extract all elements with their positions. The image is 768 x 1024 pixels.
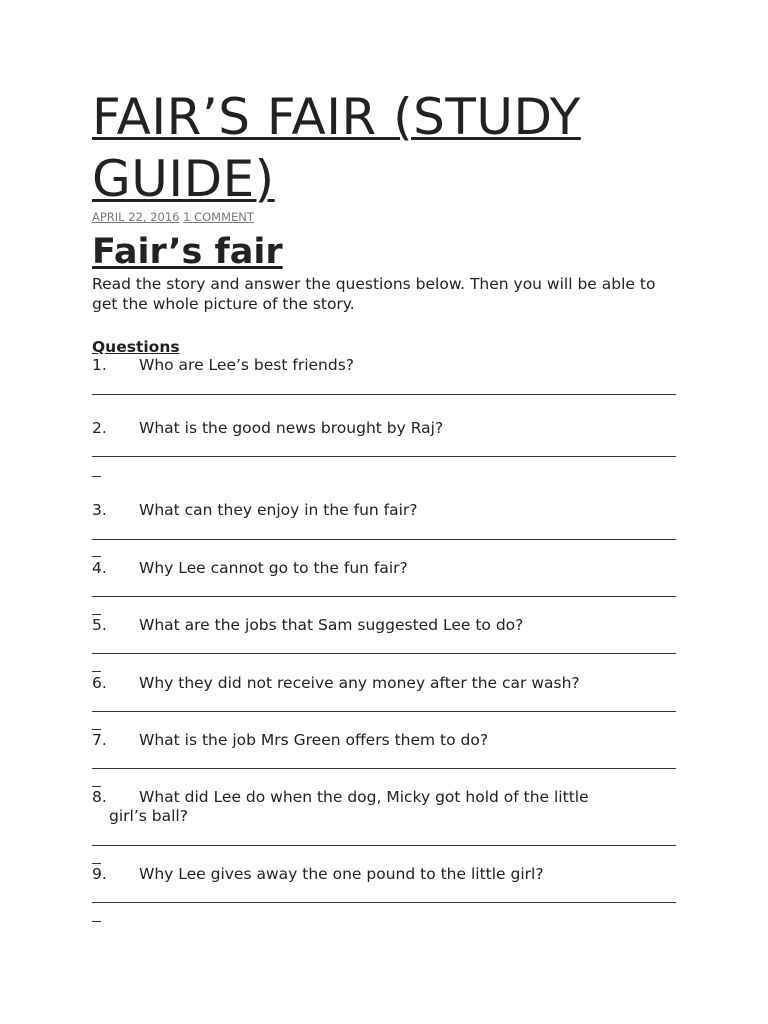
question-text: Why they did not receive any money after the car wash? [139, 674, 580, 692]
question-text: What are the jobs that Sam suggested Lee to do? [139, 616, 524, 634]
question-number: 1. [92, 356, 107, 374]
question-number: 7. [92, 731, 107, 749]
answer-line-overflow [92, 863, 101, 864]
question-item [92, 731, 676, 750]
answer-line-overflow [92, 671, 101, 672]
question-item [92, 788, 676, 826]
answer-line [92, 768, 676, 769]
answer-line [92, 596, 676, 597]
question-number: 5. [92, 616, 107, 634]
answer-line-overflow [92, 729, 101, 730]
questions-heading: Questions [92, 338, 180, 356]
answer-line [92, 539, 676, 540]
question-number: 2. [92, 419, 107, 437]
question-number: 4. [92, 559, 107, 577]
question-text: Why Lee gives away the one pound to the little girl? [139, 865, 544, 883]
question-item [92, 674, 676, 693]
question-text: What did Lee do when the dog, Micky got hold of the little [139, 788, 589, 806]
question-text: What is the job Mrs Green offers them to do? [139, 731, 489, 749]
page-title: FAIR’S FAIR (STUDY GUIDE) [92, 88, 581, 208]
document-page [92, 0, 676, 1024]
question-number: 6. [92, 674, 107, 692]
question-text: What can they enjoy in the fun fair? [139, 501, 418, 519]
question-text-continued: girl’s ball? [109, 807, 188, 825]
question-item [92, 501, 676, 520]
answer-line [92, 902, 676, 903]
answer-line-overflow [92, 476, 101, 477]
section-heading: Fair’s fair [92, 232, 283, 272]
answer-line [92, 456, 676, 457]
question-number: 3. [92, 501, 107, 519]
question-item [92, 616, 676, 635]
question-text: What is the good news brought by Raj? [139, 419, 444, 437]
answer-line-overflow [92, 556, 101, 557]
answer-line-overflow [92, 786, 101, 787]
question-item [92, 865, 676, 884]
answer-line [92, 845, 676, 846]
question-number: 9. [92, 865, 107, 883]
answer-line [92, 653, 676, 654]
intro-paragraph: Read the story and answer the questions below. Then you will be able to get the whole picture of the story. [92, 275, 656, 313]
question-item [92, 356, 676, 375]
answer-line [92, 711, 676, 712]
post-date-link[interactable]: APRIL 22, 2016 [92, 210, 180, 224]
answer-line [92, 394, 676, 395]
question-item [92, 559, 676, 578]
comments-link[interactable]: 1 COMMENT [183, 210, 254, 224]
answer-line-overflow [92, 921, 101, 922]
post-meta [92, 210, 254, 224]
question-text: Who are Lee’s best friends? [139, 356, 355, 374]
question-text: Why Lee cannot go to the fun fair? [139, 559, 408, 577]
question-number: 8. [92, 788, 107, 806]
question-item [92, 419, 676, 438]
answer-line-overflow [92, 614, 101, 615]
